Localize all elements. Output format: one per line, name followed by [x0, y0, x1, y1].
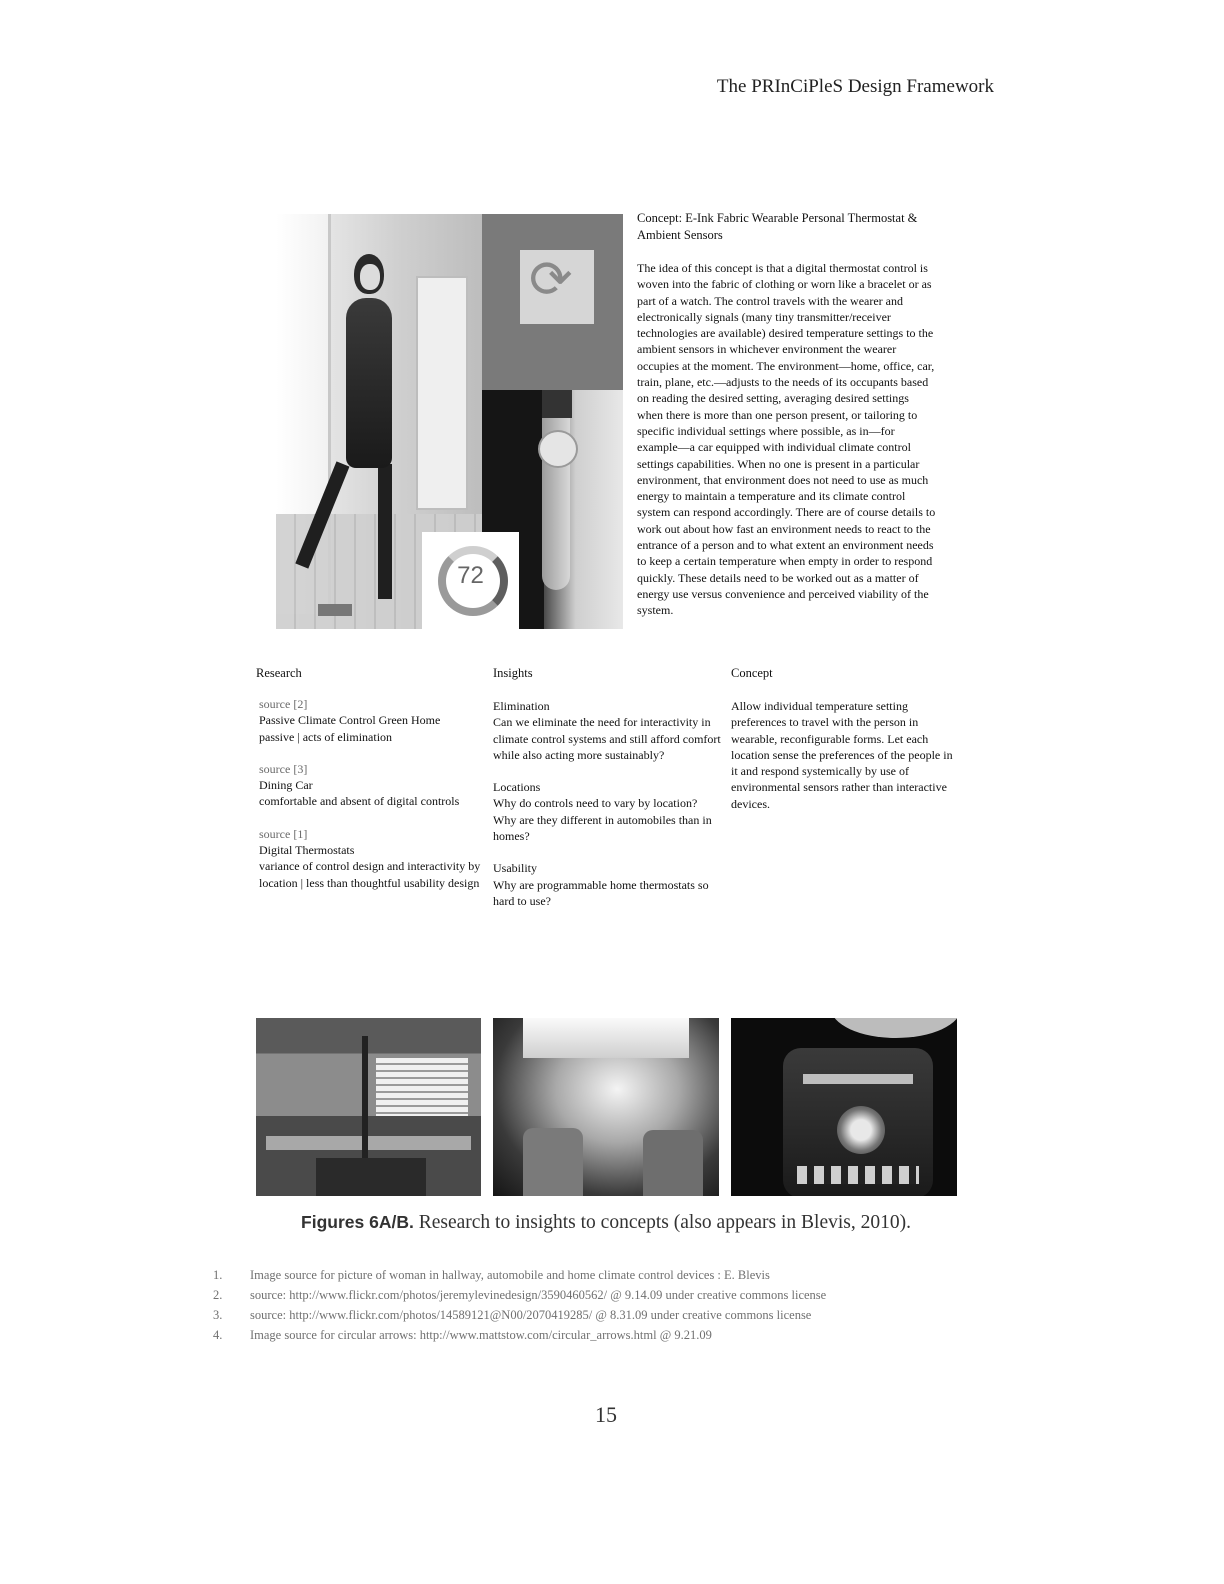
research-source: source [2]: [259, 697, 308, 711]
concept-column-text: Allow individual temperature setting preferences to travel with the person in wearable, reconfigurable forms. Let each location sense the preferences of the people in it and respond systemically by use of environmental sensors rather than interactive devices.: [731, 699, 953, 811]
passive-home-photo: [256, 1018, 481, 1196]
research-source: source [1]: [259, 826, 308, 841]
research-source: source [3]: [259, 761, 308, 776]
research-note: comfortable and absent of digital controls: [259, 794, 460, 809]
footnote-number: 4.: [213, 1328, 223, 1342]
figure-label: Figures 6A/B.: [301, 1212, 414, 1232]
concept-column: [731, 698, 961, 812]
footnote: [213, 1325, 826, 1345]
insight-item: [493, 698, 723, 763]
footnote: [213, 1285, 826, 1305]
research-title: Passive Climate Control Green Home: [259, 713, 441, 728]
research-note: variance of control design and interactivity by location | less than thoughtful usability design: [259, 859, 481, 890]
insights-heading: Insights: [493, 666, 533, 680]
research-item: [259, 696, 487, 745]
thermostat-panel: [422, 532, 519, 629]
footnote-number: 3.: [213, 1308, 223, 1322]
insight-text: Why are programmable home thermostats so hard to use?: [493, 877, 709, 908]
concept-heading: Concept: [731, 666, 773, 680]
footnote: [213, 1265, 826, 1285]
figure-caption: [0, 1212, 1212, 1234]
research-item: [259, 761, 487, 810]
research-title: Dining Car: [259, 778, 313, 793]
footnote-number: 1.: [213, 1268, 223, 1282]
footnote-text: Image source for circular arrows: http://www.mattstow.com/circular_arrows.html @ 9.21.09: [250, 1328, 712, 1342]
concept-body: The idea of this concept is that a digital thermostat control is woven into the fabric of clothing or worn like a bracelet or as part of a watch. The control travels with the wearer and electronically signals (many tiny transmitter/receiver technologies are available) desired temperature settings to the ambient sensors in whichever environment the wearer occupies at the moment. The environment—home, office, car, train, plane, etc.—adjusts to the needs of its occupants based on reading the desired setting, averaging desired settings when there is more than one person present, or tailoring to specific individual settings where possible, as in—for example—a car equipped with individual climate control settings capabilities. When no one is present in a particular environment, that environment does not need to use as much energy to maintain a temperature and its climate control system can respond accordingly. There are of course details to work out about how fast an environment needs to react to the entrance of a person and to what extent an environment needs to keep a certain temperature when empty in order to respond quickly. These details need to be worked out as a matter of energy use versus convenience and perceived viability of the system.: [637, 261, 936, 618]
footnote-text: Image source for picture of woman in hallway, automobile and home climate control devices : E. Blevis: [250, 1268, 770, 1282]
research-note: passive | acts of elimination: [259, 729, 393, 744]
page-number: 15: [595, 1402, 617, 1427]
insight-title: Locations: [493, 780, 541, 795]
figure-caption-text: Research to insights to concepts (also appears in Blevis, 2010).: [413, 1212, 911, 1233]
dining-car-photo: [493, 1018, 719, 1196]
concept-collage-figure: [276, 214, 623, 629]
research-column: [259, 696, 487, 891]
footnote-text: source: http://www.flickr.com/photos/jeremylevinedesign/3590460562/ @ 9.14.09 under creative commons license: [250, 1288, 827, 1302]
footnote: [213, 1305, 826, 1325]
car-climate-control-photo: [731, 1018, 957, 1196]
circular-arrows-panel: [482, 214, 623, 390]
insight-text: Why do controls need to vary by location? Why are they different in automobiles than in homes?: [493, 796, 712, 844]
watch-icon: [538, 430, 578, 468]
footnotes: [213, 1265, 826, 1345]
insight-text: Can we eliminate the need for interactivity in climate control systems and still afford comfort while also acting more sustainably?: [493, 715, 721, 762]
insights-column: [493, 698, 723, 909]
research-item: [259, 826, 487, 891]
thermostat-readout: 72: [457, 562, 484, 589]
insight-title: Usability: [493, 861, 537, 876]
concept-title: Concept: E-Ink Fabric Wearable Personal Thermostat & Ambient Sensors: [637, 211, 918, 242]
footnote-number: 2.: [213, 1288, 223, 1302]
running-header: The PRInCiPleS Design Framework: [716, 76, 994, 97]
footnote-text: source: http://www.flickr.com/photos/14589121@N00/2070419285/ @ 8.31.09 under creative commons license: [250, 1308, 812, 1322]
insight-title: Elimination: [493, 699, 550, 713]
insight-item: [493, 860, 723, 909]
research-title: Digital Thermostats: [259, 843, 355, 858]
research-heading: Research: [256, 666, 302, 680]
circular-arrows-icon: ⟳: [529, 250, 573, 310]
insight-item: [493, 779, 723, 844]
